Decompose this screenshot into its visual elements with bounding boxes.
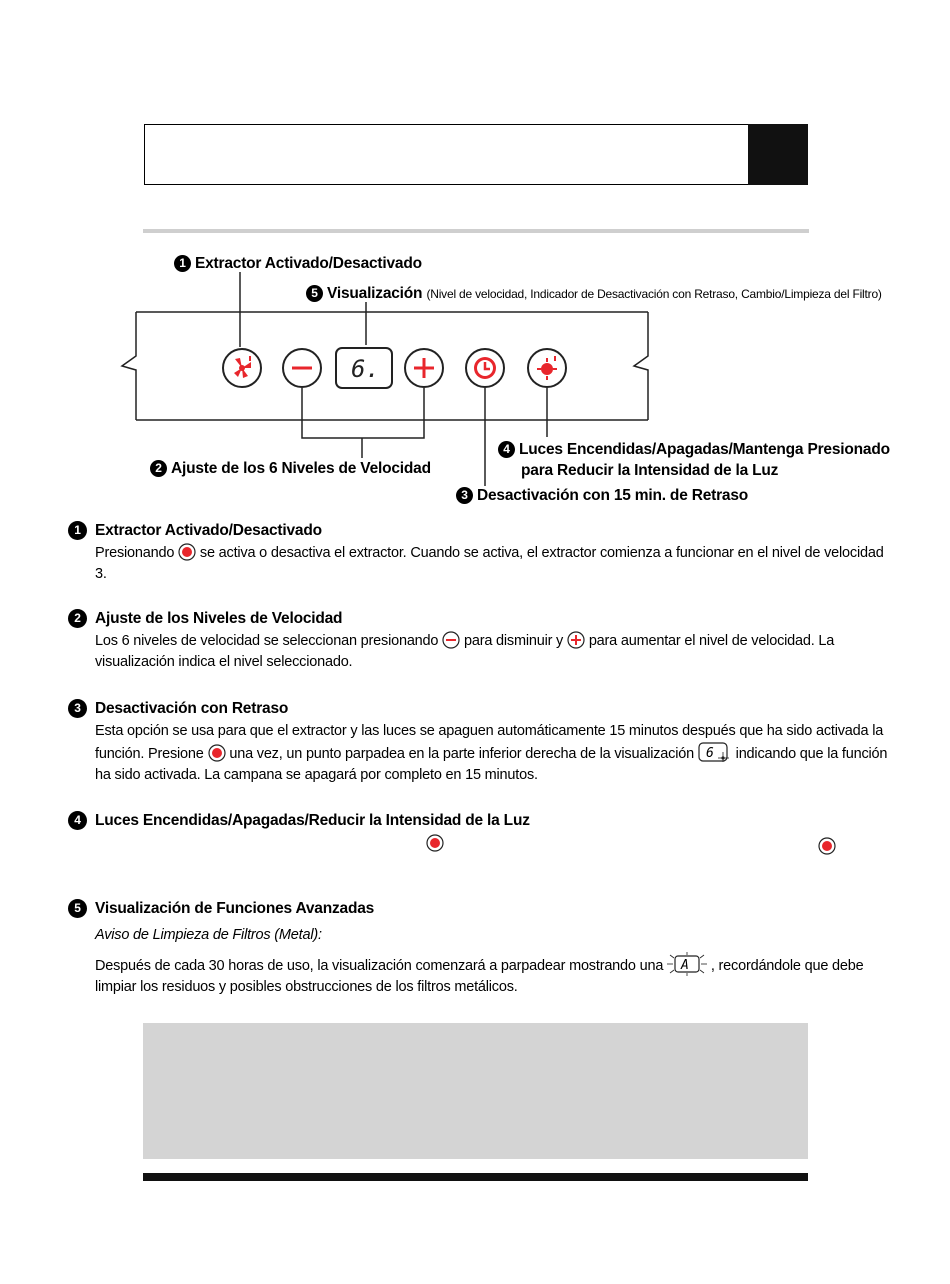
timer-button[interactable] xyxy=(465,348,505,388)
plus-icon xyxy=(567,631,585,649)
section-delay xyxy=(68,699,888,786)
section-title xyxy=(68,521,888,540)
callout-label-line1: Luces Encendidas/Apagadas/Mantenga Presionado xyxy=(519,441,890,458)
section-body xyxy=(95,721,888,786)
fan-icon xyxy=(224,350,260,386)
body-text-a: Esta opción se usa para que el extractor y las luces se apaguen automáticamente 15 minutos después que ha sido activada la función. Presione xyxy=(95,723,884,762)
filter-display-letter: A xyxy=(681,958,689,973)
body-text-b: para disminuir y xyxy=(463,633,564,649)
section-number: 5 xyxy=(68,899,87,918)
callout-note: (Nivel de velocidad, Indicador de Desactivación con Retraso, Cambio/Limpieza del Filtro) xyxy=(426,287,882,301)
callout-label-line2: para Reducir la Intensidad de la Luz xyxy=(521,462,779,479)
filter-display-icon xyxy=(667,952,707,976)
minus-icon xyxy=(442,631,460,649)
body-text-c: para aumentar el nivel de velocidad. La visualización indica el nivel seleccionado. xyxy=(95,633,835,670)
speed-display xyxy=(335,347,393,389)
note-box xyxy=(143,1023,808,1159)
callout-number: 4 xyxy=(498,441,515,458)
section-title-text: Ajuste de los Niveles de Velocidad xyxy=(95,610,343,627)
body-text-a: Presionando xyxy=(95,545,175,561)
clock-icon xyxy=(208,744,226,762)
section-title-text: Desactivación con Retraso xyxy=(95,700,289,717)
callout-display xyxy=(306,285,882,303)
section-title-text: Luces Encendidas/Apagadas/Reducir la Intensidad de la Luz xyxy=(95,812,530,829)
callout-label: Extractor Activado/Desactivado xyxy=(195,255,422,272)
section-light xyxy=(68,811,888,858)
footer-bar xyxy=(143,1173,808,1181)
section-title-text: Extractor Activado/Desactivado xyxy=(95,522,322,539)
section-title xyxy=(68,899,888,918)
section-number: 4 xyxy=(68,811,87,830)
section-title xyxy=(68,609,888,628)
body-text-b: se activa o desactiva el extractor. Cuando se activa, el extractor comienza a funcionar en el nivel de velocidad 3. xyxy=(95,545,884,582)
callout-timer xyxy=(456,487,748,505)
callout-number: 2 xyxy=(150,460,167,477)
section-number: 1 xyxy=(68,521,87,540)
body-text-b: una vez, un punto parpadea en la parte inferior derecha de la visualización xyxy=(229,746,694,762)
body-text-b: , recordándole que debe limpiar los residuos y posibles obstrucciones de los filtros metálicos. xyxy=(95,958,864,995)
fan-button[interactable] xyxy=(222,348,262,388)
section-title-text: Visualización de Funciones Avanzadas xyxy=(95,900,375,917)
light-button[interactable] xyxy=(527,348,567,388)
section-number: 3 xyxy=(68,699,87,718)
section-fan xyxy=(68,521,888,585)
light-icon xyxy=(818,837,836,855)
callout-number: 1 xyxy=(174,255,191,272)
callout-label: Ajuste de los 6 Niveles de Velocidad xyxy=(171,460,431,477)
minus-icon xyxy=(284,350,320,386)
control-panel-diagram xyxy=(0,0,950,520)
section-number: 2 xyxy=(68,609,87,628)
body-text-a: Después de cada 30 horas de uso, la visualización comenzará a parpadear mostrando una xyxy=(95,958,664,974)
fan-icon xyxy=(178,543,196,561)
section-body xyxy=(95,925,888,998)
callout-light xyxy=(498,439,890,481)
light-icon xyxy=(529,350,565,386)
section-body xyxy=(68,832,888,858)
callout-number: 5 xyxy=(306,285,323,302)
plus-icon xyxy=(406,350,442,386)
section-body xyxy=(95,543,888,585)
display-dot-icon xyxy=(698,742,732,762)
speed-decrease-button[interactable] xyxy=(282,348,322,388)
section-subtitle: Aviso de Limpieza de Filtros (Metal): xyxy=(95,927,322,943)
section-body xyxy=(95,631,888,673)
svg-text:6: 6 xyxy=(705,746,714,761)
callout-speed xyxy=(150,460,431,478)
body-text-c: indicando que la función ha sido activada. La campana se apagará por completo en 15 minutos. xyxy=(95,746,888,783)
display-value: 6. xyxy=(351,355,380,383)
section-paragraph xyxy=(95,952,888,998)
clock-icon xyxy=(467,350,503,386)
body-text-a: Los 6 niveles de velocidad se seleccionan presionando xyxy=(95,633,439,649)
section-speed xyxy=(68,609,888,673)
light-icon xyxy=(426,834,444,852)
callout-number: 3 xyxy=(456,487,473,504)
callout-fan xyxy=(174,255,422,273)
speed-increase-button[interactable] xyxy=(404,348,444,388)
callout-label: Desactivación con 15 min. de Retraso xyxy=(477,487,749,504)
section-title xyxy=(68,699,888,718)
callout-label: Visualización xyxy=(327,285,423,302)
section-advanced xyxy=(68,899,888,998)
section-title xyxy=(68,811,888,830)
